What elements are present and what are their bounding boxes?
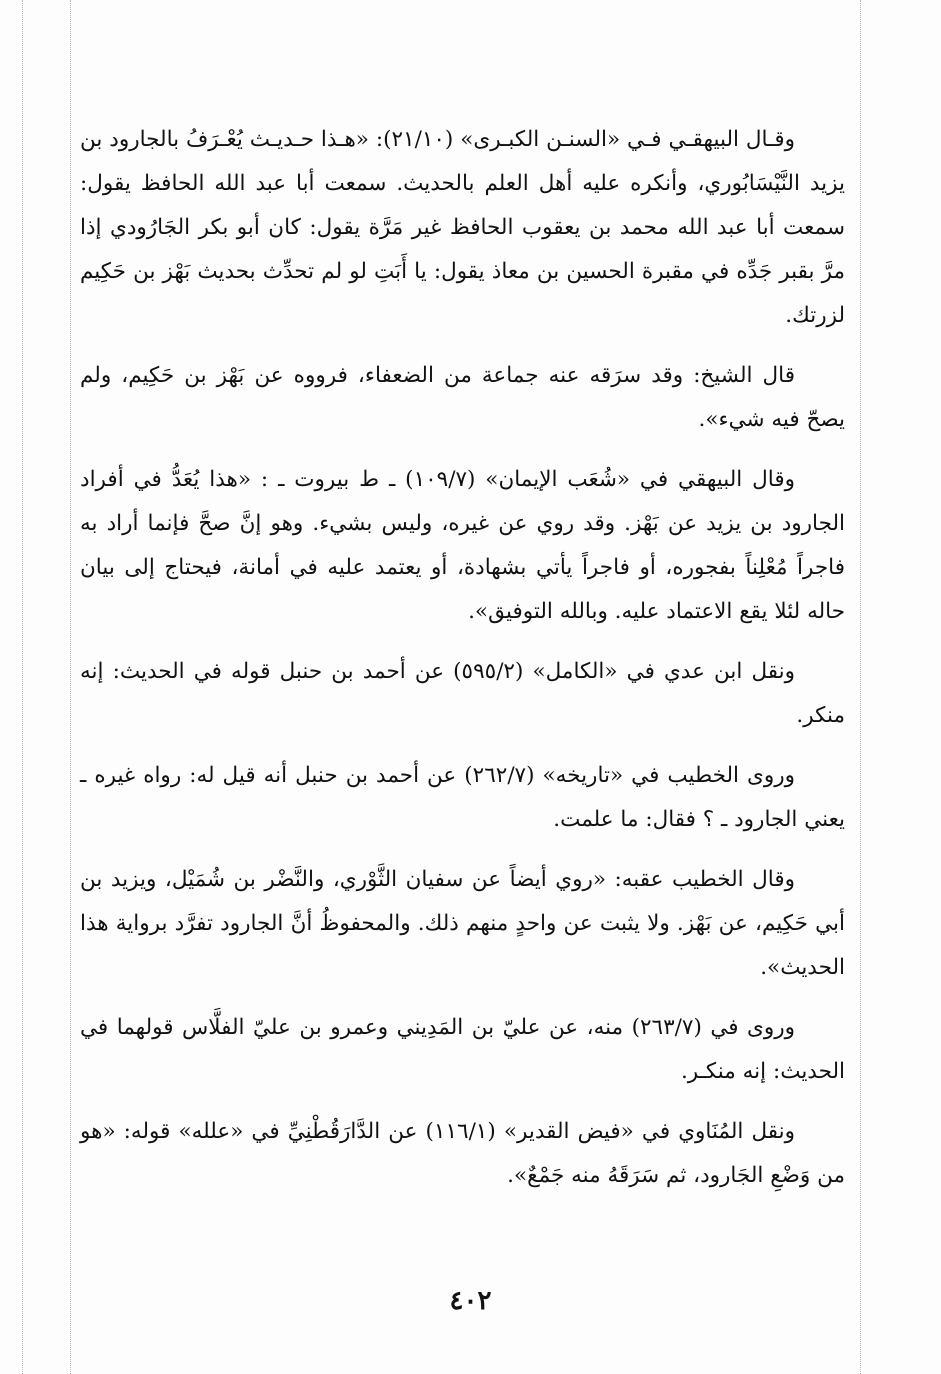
- scan-margin-line: [22, 0, 23, 1374]
- scan-margin-line: [70, 0, 71, 1374]
- body-text: [80, 118, 845, 1214]
- paragraph-bayhaqi-sunan: وقـال البيهقـي فـي «السنـن الكبـرى» (٢١/١٠): «هـذا حـديـث يُعْـرَفُ بالجارود بن يزيد النَّيْسَابُوري، وأنكره عليه أهل العلم بالحديث. سمعت أبا عبد الله الحافظ يقول: سمعت أبا عبد الله محمد بن يعقوب الحافظ غير مَرَّة يقول: كان أبو بكر الجَارُودي إذا مرَّ بقبر جَدِّه في مقبرة الحسين بن معاذ يقول: يا أَبَتِ لو لم تحدِّث بحديث بَهْز بن حَكِيم لزرتك.: [80, 127, 845, 328]
- page-number: ٤٠٢: [449, 1286, 492, 1316]
- paragraph-khatib-comment: وقال الخطيب عقبه: «روي أيضاً عن سفيان الثَّوْري، والنَّضْر بن شُمَيْل، ويزيد بن أبي حَكِيم، عن بَهْز. ولا يثبت عن واحدٍ منهم ذلك. والمحفوظُ أنَّ الجارود تفرَّد برواية هذا الحديث».: [80, 867, 845, 980]
- paragraph-ibn-madini: وروى في (٢٦٣/٧) منه، عن عليّ بن المَدِيني وعمرو بن عليّ الفلَّاس قولهما في الحديث: إنه منكـر.: [80, 1015, 845, 1084]
- paragraph-munawi: ونقل المُنَاوي في «فيض القدير» (١١٦/١) عن الدَّارَقُطْنِيِّ في «علله» قوله: «هو من وَضْعِ الجَارود، ثم سَرَقَهُ منه جَمْعٌ».: [80, 1119, 845, 1188]
- scan-margin-line: [860, 0, 861, 1374]
- paragraph-ibn-adi: ونقل ابن عدي في «الكامل» (٥٩٥/٢) عن أحمد بن حنبل قوله في الحديث: إنه منكر.: [80, 659, 845, 728]
- paragraph-shaykh-comment: قال الشيخ: وقد سرَقه عنه جماعة من الضعفاء، فرووه عن بَهْز بن حَكِيم، ولم يصحّ فيه شيء».: [80, 363, 845, 432]
- paragraph-khatib-tarikh: وروى الخطيب في «تاريخه» (٢٦٢/٧) عن أحمد بن حنبل أنه قيل له: رواه غيره ـ يعني الجارود ـ ؟ فقال: ما علمت.: [80, 763, 845, 832]
- paragraph-bayhaqi-shuab: وقال البيهقي في «شُعَب الإيمان» (١٠٩/٧) ـ ط بيروت ـ : «هذا يُعَدُّ في أفراد الجارود بن يزيد عن بَهْز. وقد روي عن غيره، وليس بشيء. وهو إنَّ صحَّ فإنما أراد به فاجراً مُعْلِناً بفجوره، أو فاجراً يأتي بشهادة، أو يعتمد عليه في أمانة، فيحتاج إلى بيان حاله لئلا يقع الاعتماد عليه. وبالله التوفيق».: [80, 467, 845, 624]
